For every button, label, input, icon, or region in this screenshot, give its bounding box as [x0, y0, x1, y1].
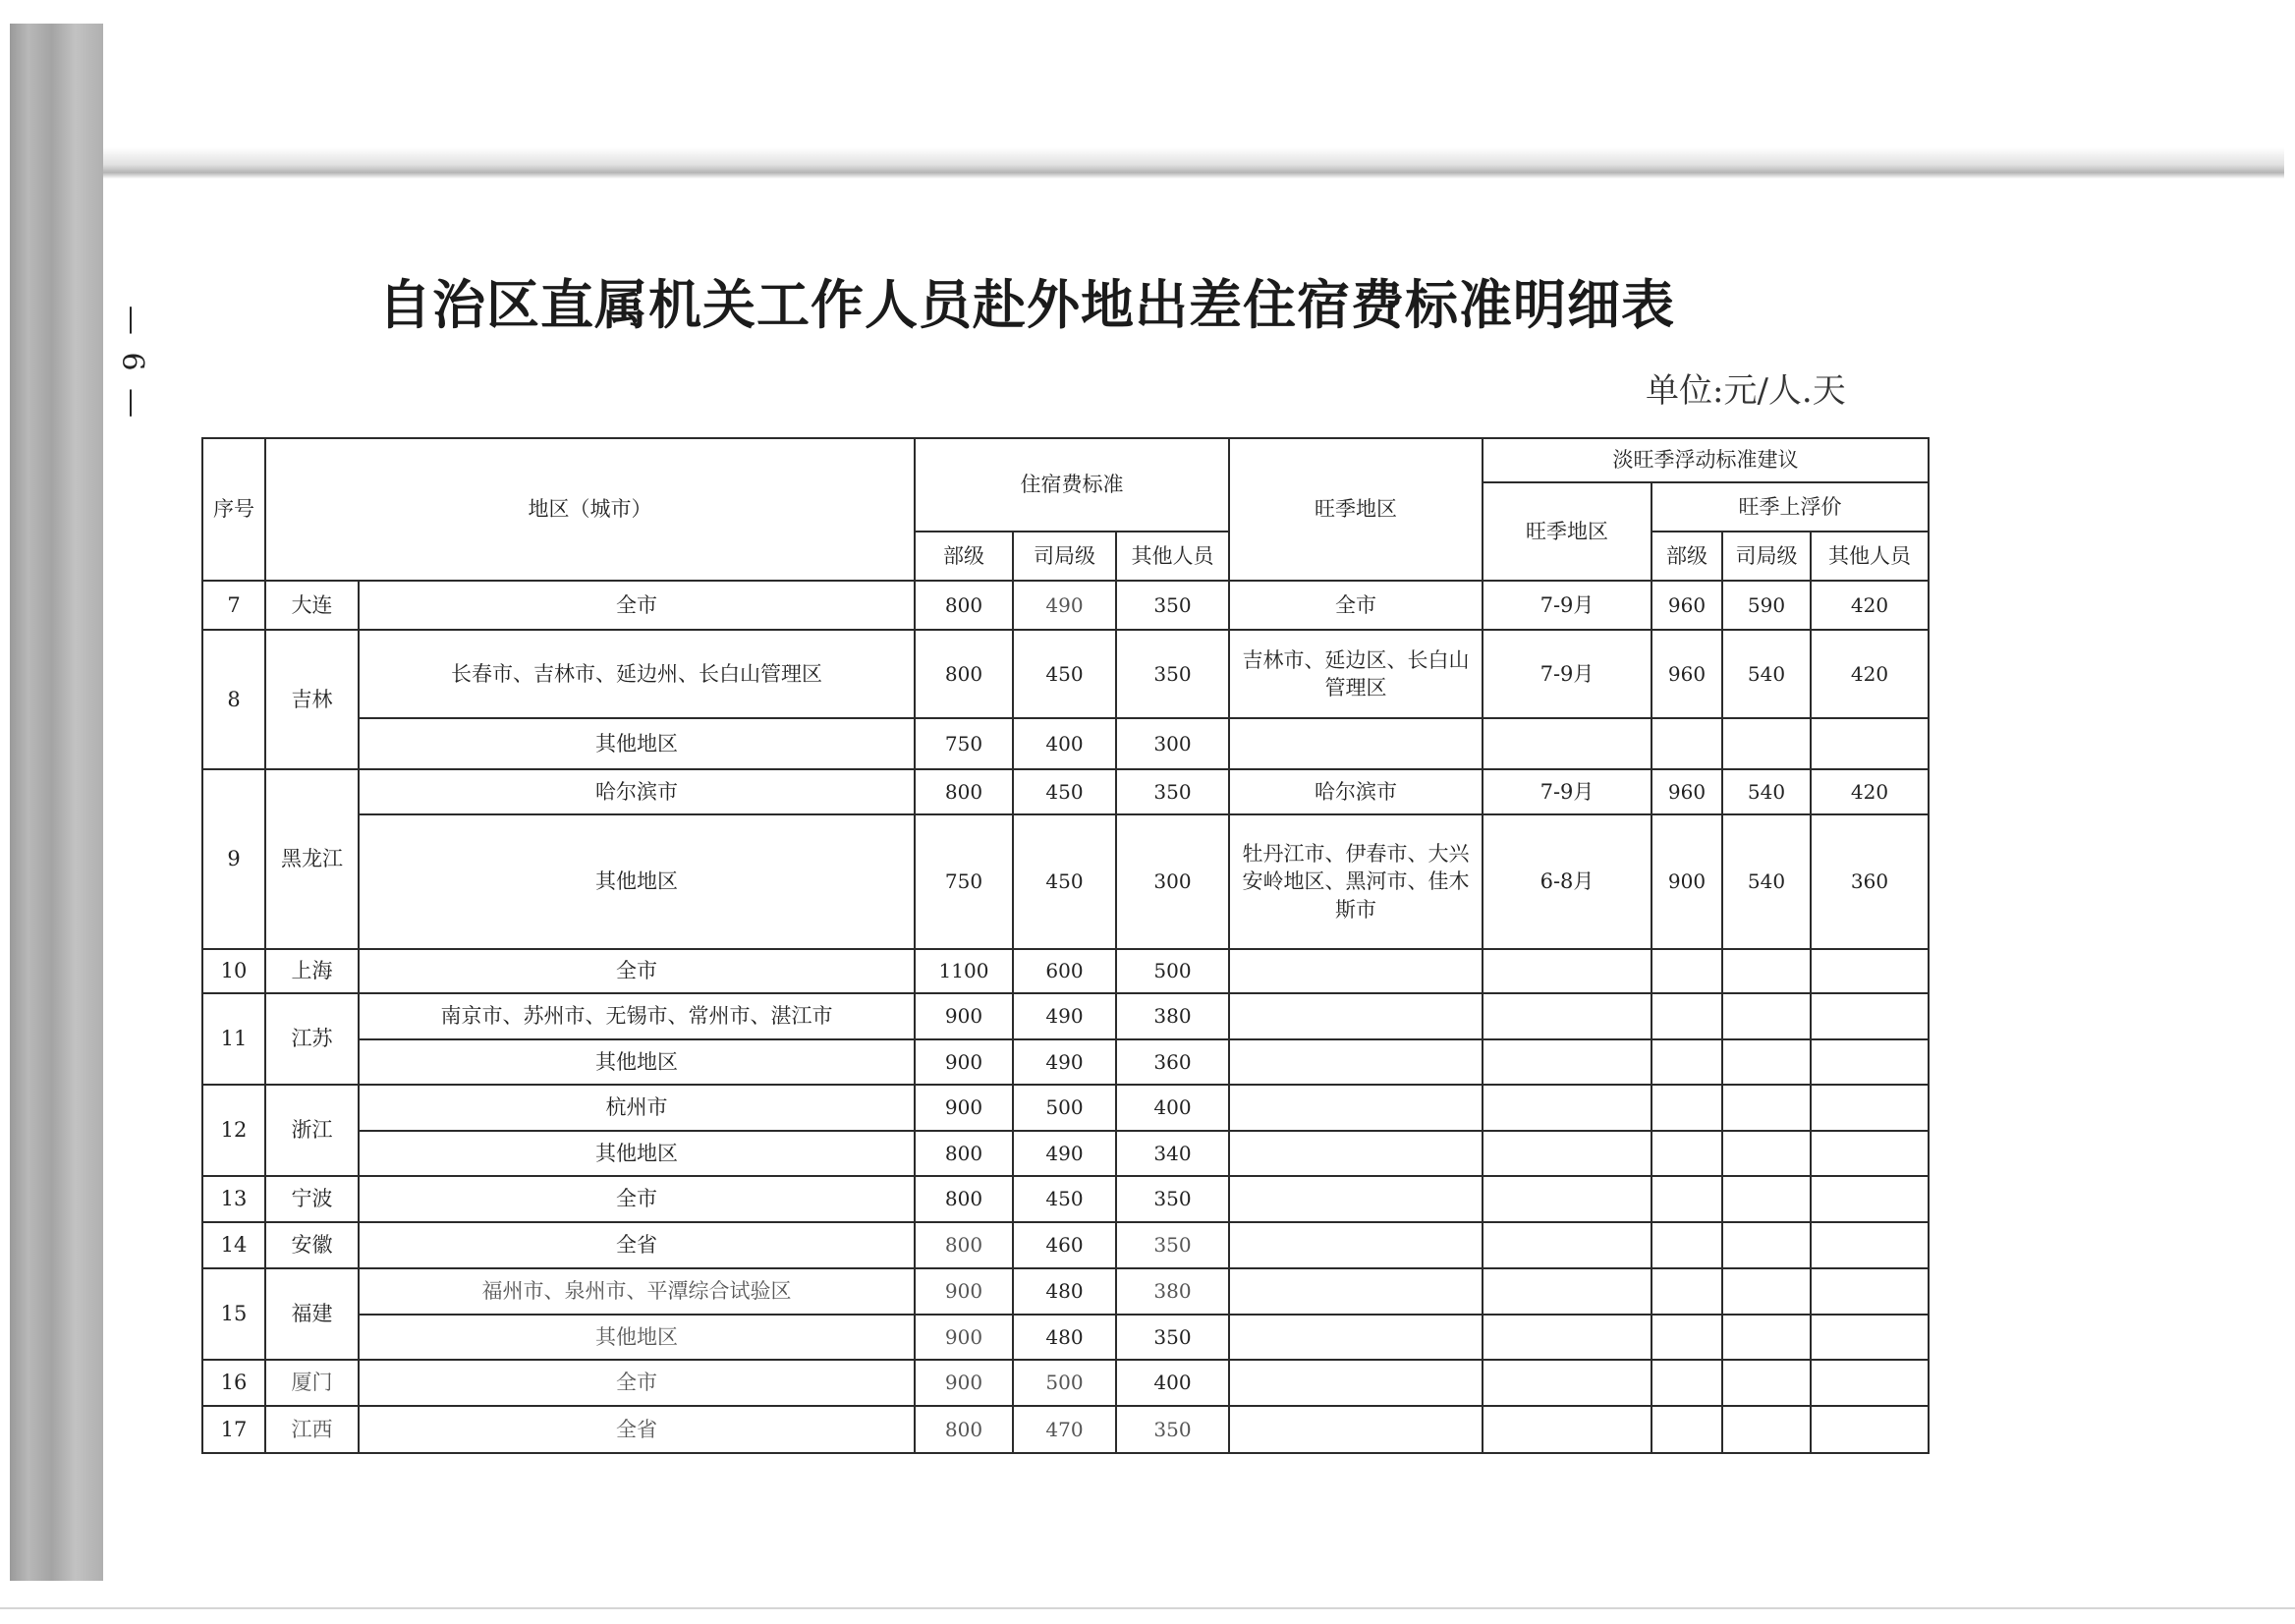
peak-other-cell: 420 [1811, 769, 1929, 814]
province-cell: 吉林 [265, 630, 359, 769]
peak-bureau-cell [1722, 949, 1811, 993]
table-row [202, 1131, 1929, 1176]
seq-cell: 12 [202, 1085, 265, 1176]
table-row [202, 1315, 1929, 1360]
peak-bureau-cell: 590 [1722, 581, 1811, 630]
peak-bureau-cell: 540 [1722, 814, 1811, 949]
std-bureau-cell: 470 [1013, 1406, 1116, 1453]
peak-period-cell [1483, 718, 1651, 769]
peak-period-cell [1483, 1268, 1651, 1315]
peak-area-cell [1229, 1085, 1483, 1131]
peak-bureau-cell [1722, 1176, 1811, 1222]
peak-period-cell [1483, 993, 1651, 1039]
scanner-edge-strip [10, 24, 103, 1581]
seq-cell: 9 [202, 769, 265, 949]
peak-minister-cell [1651, 1085, 1722, 1131]
area-cell: 杭州市 [359, 1085, 915, 1131]
header-std-bureau: 司局级 [1013, 532, 1116, 581]
seq-cell: 11 [202, 993, 265, 1085]
peak-area-cell [1229, 1315, 1483, 1360]
peak-other-cell: 420 [1811, 630, 1929, 718]
std-minister-cell: 900 [915, 1315, 1013, 1360]
seq-cell: 8 [202, 630, 265, 769]
std-bureau-cell: 450 [1013, 630, 1116, 718]
area-cell: 全市 [359, 949, 915, 993]
header-peak-period: 旺季地区 [1483, 482, 1651, 581]
peak-other-cell [1811, 1085, 1929, 1131]
peak-other-cell [1811, 1222, 1929, 1268]
peak-area-cell [1229, 1268, 1483, 1315]
peak-bureau-cell [1722, 1268, 1811, 1315]
peak-period-cell: 7-9月 [1483, 630, 1651, 718]
std-bureau-cell: 490 [1013, 1039, 1116, 1085]
area-cell: 全省 [359, 1222, 915, 1268]
header-peak-region: 旺季地区 [1229, 438, 1483, 581]
std-other-cell: 380 [1116, 993, 1229, 1039]
header-region: 地区（城市） [265, 438, 915, 581]
std-other-cell: 500 [1116, 949, 1229, 993]
peak-area-cell [1229, 1176, 1483, 1222]
seq-cell: 7 [202, 581, 265, 630]
std-other-cell: 380 [1116, 1268, 1229, 1315]
header-float-group: 淡旺季浮动标准建议 [1483, 438, 1929, 482]
std-bureau-cell: 480 [1013, 1315, 1116, 1360]
peak-period-cell: 7-9月 [1483, 581, 1651, 630]
std-bureau-cell: 600 [1013, 949, 1116, 993]
std-bureau-cell: 450 [1013, 769, 1116, 814]
document-title: 自治区直属机关工作人员赴外地出差住宿费标准明细表 [378, 273, 1675, 336]
table-row [202, 1039, 1929, 1085]
std-minister-cell: 750 [915, 718, 1013, 769]
std-minister-cell: 800 [915, 581, 1013, 630]
table-row [202, 718, 1929, 769]
province-cell: 安徽 [265, 1222, 359, 1268]
std-minister-cell: 800 [915, 630, 1013, 718]
peak-minister-cell: 960 [1651, 581, 1722, 630]
peak-other-cell [1811, 1131, 1929, 1176]
std-other-cell: 350 [1116, 1406, 1229, 1453]
peak-area-cell: 全市 [1229, 581, 1483, 630]
seq-cell: 15 [202, 1268, 265, 1360]
province-cell: 黑龙江 [265, 769, 359, 949]
peak-minister-cell [1651, 1315, 1722, 1360]
peak-period-cell [1483, 1315, 1651, 1360]
std-minister-cell: 800 [915, 1406, 1013, 1453]
peak-period-cell [1483, 1176, 1651, 1222]
std-minister-cell: 900 [915, 993, 1013, 1039]
header-peak-bureau: 司局级 [1722, 532, 1811, 581]
peak-bureau-cell [1722, 1222, 1811, 1268]
table-row [202, 581, 1929, 630]
peak-period-cell: 7-9月 [1483, 769, 1651, 814]
table-row [202, 949, 1929, 993]
std-other-cell: 300 [1116, 718, 1229, 769]
peak-other-cell [1811, 718, 1929, 769]
std-bureau-cell: 480 [1013, 1268, 1116, 1315]
std-other-cell: 350 [1116, 1222, 1229, 1268]
std-minister-cell: 800 [915, 1222, 1013, 1268]
province-cell: 浙江 [265, 1085, 359, 1176]
std-minister-cell: 800 [915, 1176, 1013, 1222]
area-cell: 全省 [359, 1406, 915, 1453]
seq-cell: 17 [202, 1406, 265, 1453]
table-row [202, 769, 1929, 814]
header-std-minister: 部级 [915, 532, 1013, 581]
peak-minister-cell [1651, 718, 1722, 769]
peak-period-cell [1483, 1360, 1651, 1406]
header-seq: 序号 [202, 438, 265, 581]
table-row [202, 1268, 1929, 1315]
peak-bureau-cell [1722, 993, 1811, 1039]
std-bureau-cell: 490 [1013, 1131, 1116, 1176]
std-minister-cell: 900 [915, 1085, 1013, 1131]
peak-area-cell [1229, 1360, 1483, 1406]
peak-bureau-cell: 540 [1722, 630, 1811, 718]
peak-minister-cell [1651, 1406, 1722, 1453]
area-cell: 全市 [359, 581, 915, 630]
peak-area-cell [1229, 949, 1483, 993]
table-row [202, 814, 1929, 949]
peak-bureau-cell [1722, 1406, 1811, 1453]
peak-period-cell [1483, 949, 1651, 993]
area-cell: 其他地区 [359, 1315, 915, 1360]
peak-area-cell: 牡丹江市、伊春市、大兴安岭地区、黑河市、佳木斯市 [1229, 814, 1483, 949]
table-row [202, 1176, 1929, 1222]
area-cell: 其他地区 [359, 1039, 915, 1085]
std-other-cell: 300 [1116, 814, 1229, 949]
peak-period-cell [1483, 1131, 1651, 1176]
std-minister-cell: 900 [915, 1039, 1013, 1085]
std-other-cell: 350 [1116, 581, 1229, 630]
peak-other-cell [1811, 949, 1929, 993]
peak-area-cell [1229, 1039, 1483, 1085]
peak-bureau-cell [1722, 1360, 1811, 1406]
std-bureau-cell: 490 [1013, 993, 1116, 1039]
area-cell: 福州市、泉州市、平潭综合试验区 [359, 1268, 915, 1315]
province-cell: 大连 [265, 581, 359, 630]
peak-period-cell [1483, 1222, 1651, 1268]
std-other-cell: 400 [1116, 1360, 1229, 1406]
peak-minister-cell [1651, 1268, 1722, 1315]
peak-area-cell: 哈尔滨市 [1229, 769, 1483, 814]
area-cell: 哈尔滨市 [359, 769, 915, 814]
peak-other-cell: 420 [1811, 581, 1929, 630]
peak-minister-cell [1651, 1176, 1722, 1222]
peak-minister-cell [1651, 1222, 1722, 1268]
std-minister-cell: 750 [915, 814, 1013, 949]
peak-minister-cell: 960 [1651, 630, 1722, 718]
province-cell: 福建 [265, 1268, 359, 1360]
std-other-cell: 400 [1116, 1085, 1229, 1131]
peak-other-cell [1811, 1268, 1929, 1315]
peak-bureau-cell [1722, 718, 1811, 769]
peak-period-cell [1483, 1039, 1651, 1085]
table-row [202, 1406, 1929, 1453]
peak-other-cell [1811, 1176, 1929, 1222]
peak-minister-cell: 900 [1651, 814, 1722, 949]
seq-cell: 14 [202, 1222, 265, 1268]
std-minister-cell: 900 [915, 1360, 1013, 1406]
std-bureau-cell: 450 [1013, 1176, 1116, 1222]
std-bureau-cell: 500 [1013, 1085, 1116, 1131]
area-cell: 其他地区 [359, 718, 915, 769]
std-minister-cell: 900 [915, 1268, 1013, 1315]
table-row [202, 630, 1929, 718]
area-cell: 全市 [359, 1360, 915, 1406]
table-row [202, 993, 1929, 1039]
table-row [202, 1360, 1929, 1406]
area-cell: 长春市、吉林市、延边州、长白山管理区 [359, 630, 915, 718]
page-number: — 6 — [115, 305, 150, 422]
header-peak-minister: 部级 [1651, 532, 1722, 581]
std-minister-cell: 1100 [915, 949, 1013, 993]
page-bottom-edge [0, 1607, 2295, 1609]
peak-bureau-cell [1722, 1039, 1811, 1085]
std-other-cell: 350 [1116, 630, 1229, 718]
province-cell: 厦门 [265, 1360, 359, 1406]
peak-area-cell [1229, 718, 1483, 769]
std-bureau-cell: 450 [1013, 814, 1116, 949]
peak-period-cell [1483, 1085, 1651, 1131]
peak-other-cell [1811, 993, 1929, 1039]
header-peak-price-group: 旺季上浮价 [1651, 482, 1929, 532]
std-bureau-cell: 460 [1013, 1222, 1116, 1268]
peak-bureau-cell [1722, 1315, 1811, 1360]
province-cell: 江苏 [265, 993, 359, 1085]
lodging-standard-table [201, 437, 1930, 1454]
area-cell: 南京市、苏州市、无锡市、常州市、湛江市 [359, 993, 915, 1039]
peak-bureau-cell: 540 [1722, 769, 1811, 814]
std-other-cell: 360 [1116, 1039, 1229, 1085]
peak-area-cell [1229, 993, 1483, 1039]
table-row [202, 1085, 1929, 1131]
std-other-cell: 350 [1116, 1315, 1229, 1360]
peak-minister-cell [1651, 993, 1722, 1039]
peak-minister-cell [1651, 1360, 1722, 1406]
peak-other-cell [1811, 1039, 1929, 1085]
header-peak-other: 其他人员 [1811, 532, 1929, 581]
std-minister-cell: 800 [915, 1131, 1013, 1176]
peak-other-cell: 360 [1811, 814, 1929, 949]
seq-cell: 10 [202, 949, 265, 993]
header-standard-group: 住宿费标准 [915, 438, 1229, 532]
area-cell: 全市 [359, 1176, 915, 1222]
peak-other-cell [1811, 1406, 1929, 1453]
page-fold-shadow [103, 147, 2284, 179]
seq-cell: 13 [202, 1176, 265, 1222]
peak-minister-cell: 960 [1651, 769, 1722, 814]
peak-period-cell: 6-8月 [1483, 814, 1651, 949]
header-std-other: 其他人员 [1116, 532, 1229, 581]
std-minister-cell: 800 [915, 769, 1013, 814]
peak-other-cell [1811, 1315, 1929, 1360]
std-other-cell: 350 [1116, 769, 1229, 814]
province-cell: 上海 [265, 949, 359, 993]
peak-area-cell: 吉林市、延边区、长白山管理区 [1229, 630, 1483, 718]
peak-minister-cell [1651, 1131, 1722, 1176]
std-bureau-cell: 490 [1013, 581, 1116, 630]
peak-bureau-cell [1722, 1131, 1811, 1176]
std-bureau-cell: 400 [1013, 718, 1116, 769]
std-bureau-cell: 500 [1013, 1360, 1116, 1406]
area-cell: 其他地区 [359, 814, 915, 949]
peak-other-cell [1811, 1360, 1929, 1406]
peak-period-cell [1483, 1406, 1651, 1453]
seq-cell: 16 [202, 1360, 265, 1406]
peak-area-cell [1229, 1406, 1483, 1453]
std-other-cell: 340 [1116, 1131, 1229, 1176]
table-row [202, 1222, 1929, 1268]
peak-area-cell [1229, 1222, 1483, 1268]
province-cell: 宁波 [265, 1176, 359, 1222]
area-cell: 其他地区 [359, 1131, 915, 1176]
peak-minister-cell [1651, 949, 1722, 993]
peak-bureau-cell [1722, 1085, 1811, 1131]
province-cell: 江西 [265, 1406, 359, 1453]
std-other-cell: 350 [1116, 1176, 1229, 1222]
unit-label: 单位:元/人.天 [1646, 371, 1846, 411]
peak-minister-cell [1651, 1039, 1722, 1085]
peak-area-cell [1229, 1131, 1483, 1176]
